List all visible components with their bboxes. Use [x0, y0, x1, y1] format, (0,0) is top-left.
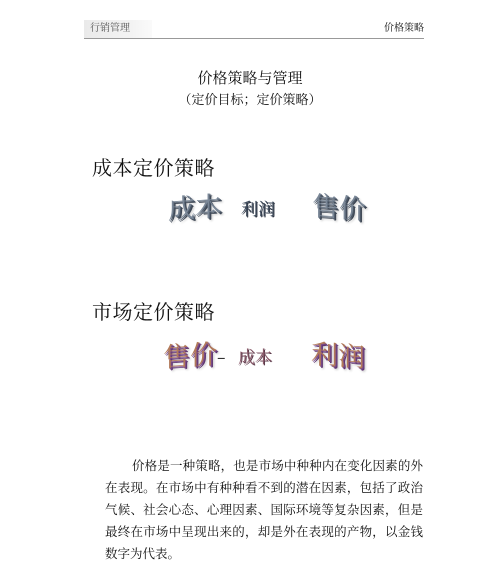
formula-term-profit: 利润 — [241, 200, 275, 220]
formula-term-cost: 成本 — [238, 348, 272, 368]
body-paragraph: 价格是一种策略，也是市场中种种内在变化因素的外在表现。在市场中有种种看不到的潜在因素，包括了政治气候、社会心态、心理因素、国际环境等复杂因素，但是最终在市场中呈现出来的，却是外在表现的产物，以金钱数字为代表。 — [105, 458, 423, 561]
formula-term-cost: 成本 — [168, 191, 222, 226]
header-chapter-label: 行销管理 — [84, 20, 152, 38]
header-topic-label: 价格策略 — [384, 23, 424, 34]
formula-term-price: 售价 — [312, 191, 366, 226]
formula-minus-sign: – — [217, 348, 226, 368]
document-title: 价格策略与管理 — [197, 69, 303, 87]
document-subtitle: （定价目标；定价策略） — [178, 93, 322, 108]
formula-term-profit: 利润 — [311, 339, 365, 374]
section-heading-market-pricing: 市场定价策略 — [92, 300, 215, 324]
header-divider — [84, 38, 424, 39]
formula-term-price: 售价 — [163, 339, 217, 374]
section-heading-cost-pricing: 成本定价策略 — [92, 156, 215, 180]
